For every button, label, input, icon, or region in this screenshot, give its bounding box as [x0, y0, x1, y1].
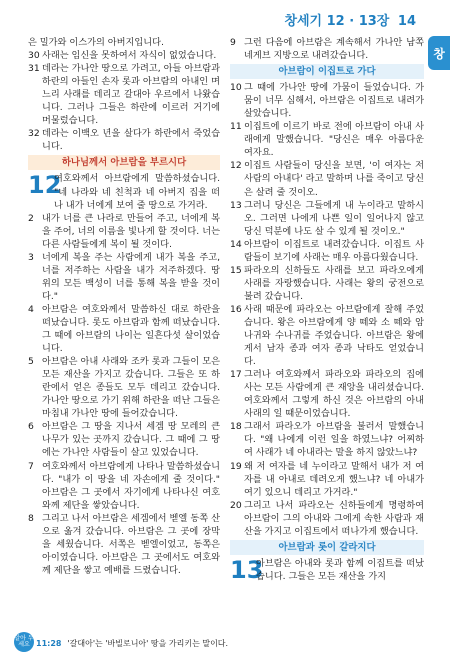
verse-text: 너에게 복을 주는 사람에게 내가 복을 주고, 너를 저주하는 사람을 내가 저주하겠다. 땅 위의 모든 백성이 너를 통해 복을 받을 것이다." [42, 251, 220, 302]
verse [230, 81, 424, 120]
verse-list [230, 36, 424, 62]
verse-continuation: 은 밀가와 이스가의 아버지입니다. [28, 37, 164, 48]
footnote-ref: 11:28 [36, 638, 62, 648]
right-column [230, 36, 424, 583]
verse-number: 10 [230, 82, 242, 94]
verse-text: 아브람은 그 땅을 지나서 세겜 땅 모레의 큰 나무가 있는 곳까지 갔습니다. 그 때에 그 땅에는 가나안 사람들이 살고 있었습니다. [42, 421, 220, 459]
verse-number: 13 [230, 199, 242, 211]
verse [28, 212, 220, 251]
chapter-start [230, 557, 424, 583]
section-heading-egypt: 아브람이 이집트로 가다 [230, 64, 424, 79]
verse-number: 31 [28, 63, 40, 75]
section-heading-call: 하나님께서 아브람을 부르시다 [28, 155, 220, 170]
verse-text: 여호와께서 아브람에게 나타나 말씀하셨습니다. "내가 이 땅을 네 자손에게 줄 것이다." 아브람은 그 곳에서 자기에게 나타나신 여호와께 제단을 쌓았습니다. [42, 460, 220, 511]
verse-number: 9 [230, 37, 236, 48]
chapter-number: 12 [28, 171, 62, 200]
verse [230, 264, 424, 303]
verse-text: 그 때에 가나안 땅에 가뭄이 들었습니다. 가뭄이 너무 심해서, 아브람은 이집트로 내려가 살았습니다. [244, 82, 424, 120]
verse-text: 데라는 이백오 년을 살다가 하란에서 죽었습니다. [42, 128, 220, 153]
verse [230, 238, 424, 264]
chapter-number: 13 [230, 555, 264, 584]
verse-number: 11 [230, 121, 242, 133]
verse [230, 36, 424, 62]
verse [28, 127, 220, 153]
verse-number: 2 [28, 212, 34, 224]
verse-text: 그래서 파라오가 아브람을 불러서 말했습니다. "왜 나에게 이런 일을 하였느냐? 어찌하여 사래가 네 아내라는 말을 하지 않았느냐? [244, 421, 424, 459]
footnote-text: '갈대아'는 '바빌로니아' 땅을 가리키는 말이다. [67, 638, 229, 648]
verse-text: 사래는 임신을 못하여서 자식이 없었습니다. [42, 50, 217, 62]
verse-number: 5 [28, 356, 34, 368]
verse [28, 460, 220, 512]
verse [230, 159, 424, 198]
verse-list [28, 49, 220, 153]
verse-text: 사래 때문에 파라오는 아브람에게 잘해 주었습니다. 왕은 아브람에게 양 떼와 소 떼와 암나귀와 수나귀를 주었습니다. 아브람은 왕에게서 남자 종과 여자 종과 낙타도 얻었습니다. [244, 303, 424, 368]
verse-number: 7 [28, 460, 34, 472]
left-column [28, 36, 220, 577]
verse-number: 19 [230, 460, 242, 472]
verse-text: 그러니 당신은 그들에게 내 누이라고 말하시오. 그러면 나에게 나쁜 일이 일어나지 않고 당신 덕분에 나도 살 수 있게 될 것이오." [244, 199, 424, 237]
verse-text: 데라는 가나안 땅으로 가려고, 아들 아브람과 하란의 아들인 손자 롯과 아브람의 아내인 며느리 사래를 데리고 갈대아 우르에서 나왔습니다. 그러나 그들은 하란에 이르러 거기에 머물렀습니다. [42, 63, 220, 127]
verse-text: 왜 저 여자를 네 누이라고 말해서 내가 저 여자를 내 아내로 데려오게 했느냐? 네 아내가 여기 있으니 데리고 가거라." [244, 460, 424, 498]
verse [230, 303, 424, 368]
verse-number: 4 [28, 303, 34, 315]
verse [28, 251, 220, 303]
verse-text: 아브람은 여호와께서 말씀하신 대로 하란을 떠났습니다. 롯도 아브람과 함께 떠났습니다. 그 때에 아브람의 나이는 일흔다섯 살이었습니다. [42, 303, 220, 355]
verse-text: 아브람이 이집트로 내려갔습니다. 이집트 사람들이 보기에 사래는 매우 아름다웠습니다. [244, 238, 424, 263]
verse-number: 30 [28, 50, 40, 62]
verse-text: 내가 너를 큰 나라로 만들어 주고, 너에게 복을 주어, 너의 이름을 빛나게 할 것이다. 너는 다른 사람들에게 복이 될 것이다. [42, 212, 220, 250]
verse-list [28, 212, 220, 577]
verse-number: 6 [28, 421, 34, 433]
verse [28, 303, 220, 355]
note-badge: 알아 두세요 [14, 632, 34, 652]
verse-text: 그러나 여호와께서 파라오와 파라오의 집에 사는 모든 사람에게 큰 재앙을 내리셨습니다. 여호와께서 그렇게 하신 것은 아브람의 아내 사래의 일 때문이었습니다. [244, 369, 424, 420]
book-chapter-title: 창세기 12 · 13장 [284, 14, 390, 29]
chapter-first-verse: 여호와께서 아브람에게 말씀하셨습니다. "네 나라와 네 친척과 네 아버지 집을 떠나 내가 너에게 보여 줄 땅으로 가거라. [54, 173, 220, 211]
chapter-start [28, 172, 220, 211]
verse-text: 이집트에 이르기 바로 전에 아브람이 아내 사래에게 말했습니다. "당신은 매우 아름다운 여자요. [244, 121, 424, 159]
verse-number: 18 [230, 421, 242, 433]
book-side-tab[interactable]: 창 [428, 36, 450, 70]
verse-text: 그리고 나서 아브람은 세겜에서 벧엘 동쪽 산으로 옮겨 갔습니다. 아브람은 그 곳에 장막을 세웠습니다. 서쪽은 벧엘이었고, 동쪽은 아이였습니다. 아브람은 그 곳에서도 여호와께 제단을 쌓고 예배를 드렸습니다. [42, 512, 220, 576]
verse-text: 그리고 나서 파라오는 신하들에게 명령하여 아브람이 그의 아내와 그에게 속한 사람과 재산을 가지고 이집트에서 떠나가게 했습니다. [244, 499, 424, 537]
verse [28, 355, 220, 420]
verse [28, 420, 220, 459]
verse-number: 20 [230, 499, 242, 511]
verse-list [230, 81, 424, 538]
page-number: 14 [397, 14, 416, 29]
verse-number: 12 [230, 160, 242, 172]
verse [230, 499, 424, 538]
verse-text: 이집트 사람들이 당신을 보면, '이 여자는 저 사람의 아내다' 라고 말하며 나를 죽이고 당신은 살려 줄 것이오. [244, 160, 424, 198]
verse [230, 120, 424, 159]
chapter-first-verse: 아브람은 아내와 롯과 함께 이집트를 떠났습니다. 그들은 모든 재산을 가지 [256, 557, 424, 582]
section-heading-separate: 아브람과 롯이 갈라지다 [230, 540, 424, 555]
verse [230, 420, 424, 459]
verse [28, 512, 220, 577]
verse-number: 16 [230, 303, 242, 315]
verse-text: 그런 다음에 아브람은 계속해서 가나안 남쪽 네게브 지방으로 내려갔습니다. [244, 37, 424, 62]
verse-number: 17 [230, 369, 242, 381]
verse [230, 368, 424, 420]
verse [230, 460, 424, 499]
verse [230, 199, 424, 238]
verse-number: 3 [28, 251, 34, 263]
footnote [14, 635, 426, 650]
verse-number: 8 [28, 512, 34, 524]
verse-number: 15 [230, 264, 242, 276]
verse [28, 49, 220, 62]
verse-text: 파라오의 신하들도 사래를 보고 파라오에게 사래를 자랑했습니다. 사래는 왕의 궁전으로 불려 갔습니다. [244, 264, 424, 302]
verse-number: 14 [230, 238, 242, 250]
running-header [166, 10, 416, 28]
verse-text: 아브람은 아내 사래와 조카 롯과 그들이 모은 모든 재산을 가지고 갔습니다. 그들은 또 하란에서 얻은 종들도 모두 데리고 갔습니다. 가나안 땅으로 가기 위해 하란을 떠난 그들은 마침내 가나안 땅에 들어갔습니다. [42, 356, 220, 420]
verse [28, 62, 220, 127]
verse-number: 32 [28, 128, 40, 140]
